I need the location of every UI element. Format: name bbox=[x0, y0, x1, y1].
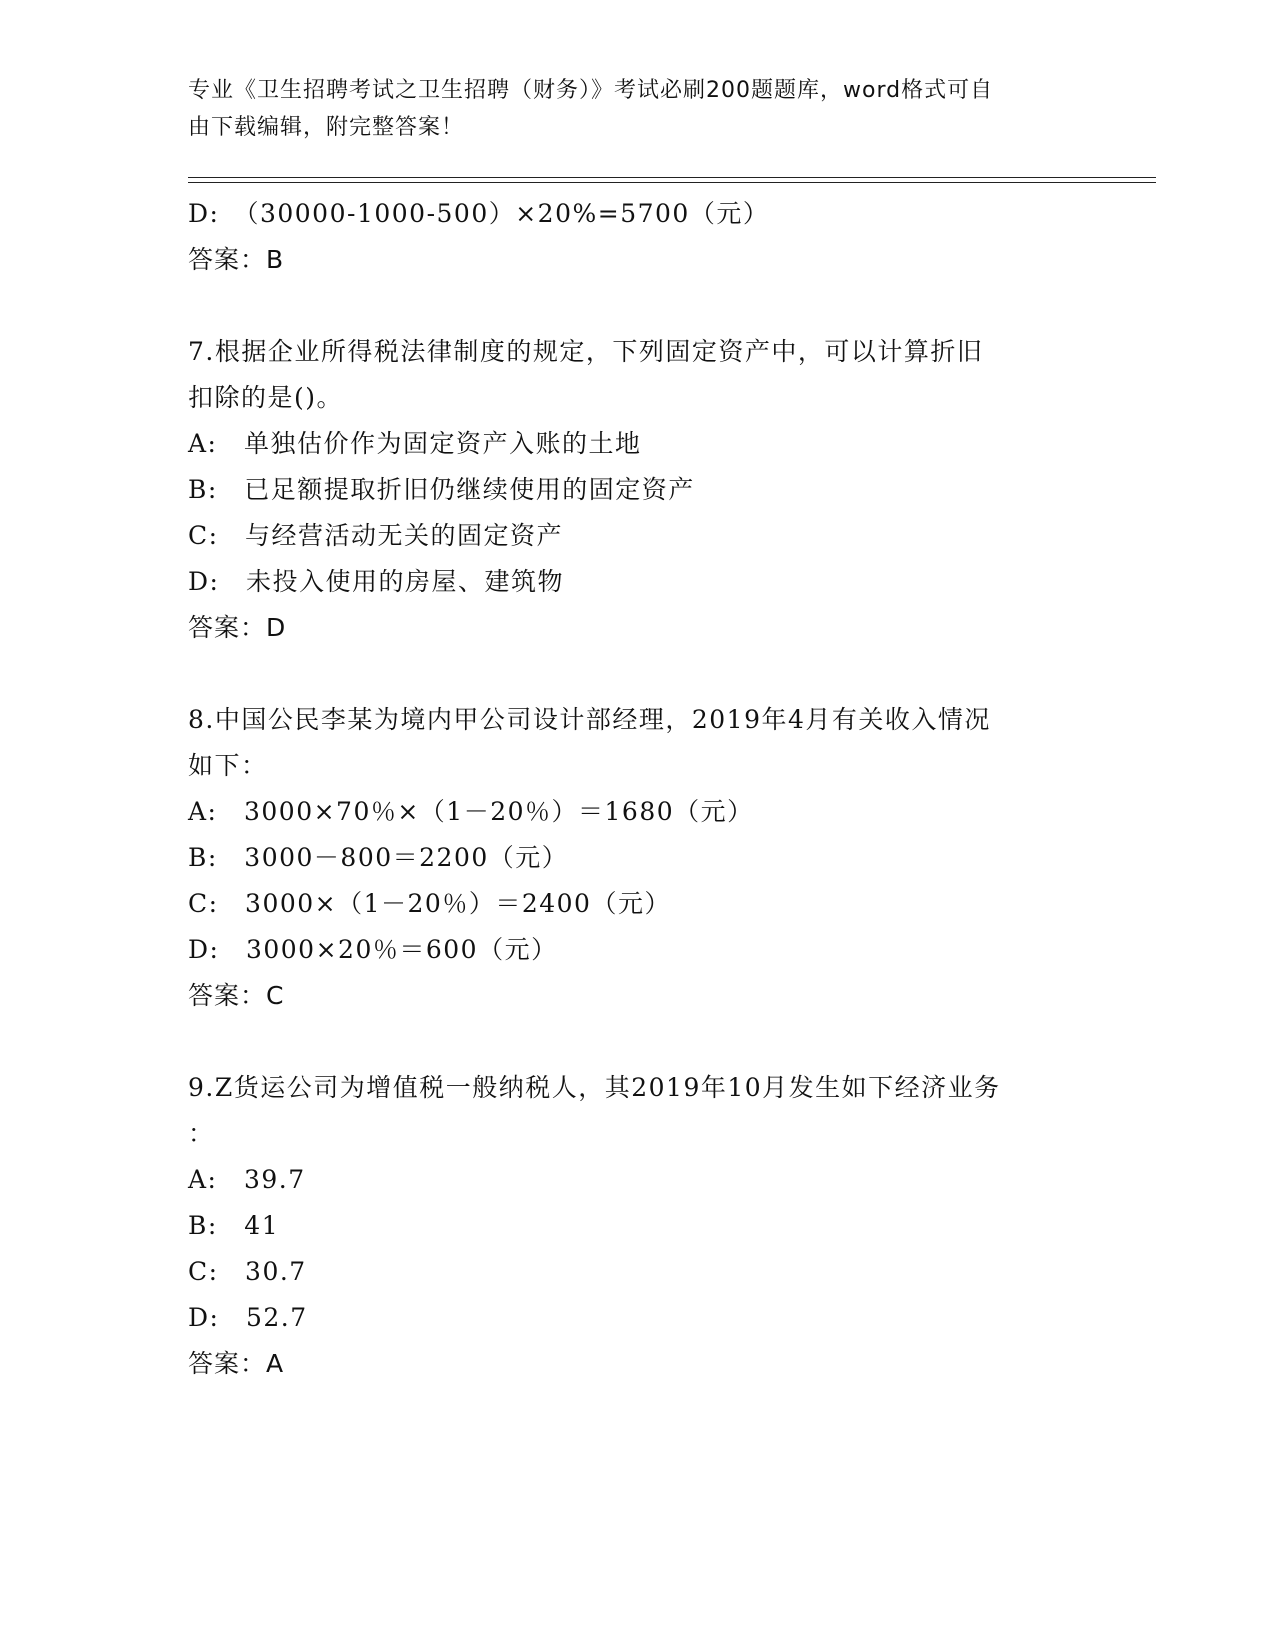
option-d: D: 未投入使用的房屋、建筑物 bbox=[188, 567, 564, 596]
spacer bbox=[188, 651, 1088, 697]
header-divider-bottom bbox=[188, 182, 1156, 183]
option-a: A: 39.7 bbox=[188, 1165, 306, 1194]
header-line-1: 专业《卫生招聘考试之卫生招聘（财务）》考试必刷200题题库，word格式可自 bbox=[188, 78, 994, 103]
answer: 答案：A bbox=[188, 1349, 285, 1378]
spacer bbox=[188, 1019, 1088, 1065]
option-d: D: 52.7 bbox=[188, 1303, 308, 1332]
option-c: C: 与经营活动无关的固定资产 bbox=[188, 521, 564, 550]
header-line-2: 由下载编辑，附完整答案！ bbox=[188, 115, 465, 140]
spacer bbox=[188, 283, 1088, 329]
question-8 bbox=[188, 697, 1088, 1019]
previous-question bbox=[188, 191, 1088, 283]
question-list bbox=[188, 191, 1088, 1387]
question-text-continued: ： bbox=[188, 1119, 215, 1148]
option-c: C: 3000×（1－20％）＝2400（元） bbox=[188, 889, 671, 918]
document-header bbox=[188, 72, 1068, 146]
header-divider-top bbox=[188, 177, 1156, 178]
option-d: D: 3000×20％＝600（元） bbox=[188, 935, 558, 964]
question-text: 9.Z货运公司为增值税一般纳税人，其2019年10月发生如下经济业务 bbox=[188, 1073, 1001, 1102]
option-d: D: （30000-1000-500）×20%=5700（元） bbox=[188, 199, 770, 228]
answer: 答案：B bbox=[188, 245, 285, 274]
option-b: B: 41 bbox=[188, 1211, 280, 1240]
question-text-continued: 扣除的是()。 bbox=[188, 383, 344, 412]
question-text: 7.根据企业所得税法律制度的规定，下列固定资产中，可以计算折旧 bbox=[188, 337, 984, 366]
option-a: A: 3000×70％×（1－20％）＝1680（元） bbox=[188, 797, 754, 826]
option-b: B: 3000－800＝2200（元） bbox=[188, 843, 569, 872]
question-7 bbox=[188, 329, 1088, 651]
question-text-continued: 如下： bbox=[188, 751, 268, 780]
option-a: A: 单独估价作为固定资产入账的土地 bbox=[188, 429, 642, 458]
option-c: C: 30.7 bbox=[188, 1257, 307, 1286]
question-text: 8.中国公民李某为境内甲公司设计部经理，2019年4月有关收入情况 bbox=[188, 705, 991, 734]
answer: 答案：D bbox=[188, 613, 287, 642]
answer: 答案：C bbox=[188, 981, 285, 1010]
option-b: B: 已足额提取折旧仍继续使用的固定资产 bbox=[188, 475, 695, 504]
question-9 bbox=[188, 1065, 1088, 1387]
